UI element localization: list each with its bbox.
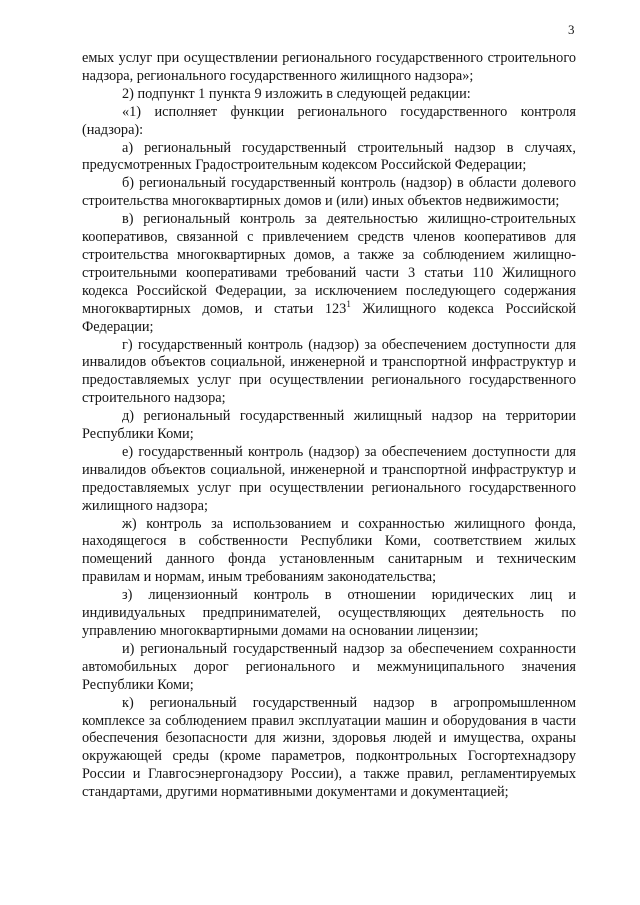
superscript-index: 1 [346, 298, 351, 309]
document-body [82, 50, 576, 802]
page-number: 3 [568, 22, 575, 37]
paragraph-subitem-b: б) региональный государственный контроль (надзор) в области долевого строительства многоквартирных домов и (или) иных объектов недвижимости; [82, 175, 576, 210]
paragraph-subitem-k: к) региональный государственный надзор в агропромышленном комплексе за соблюдением правил эксплуатации машин и оборудования в части обеспечения безопасности для жизни, здоровья людей и имущества, охраны окружающей среды (кроме параметров, подконтрольных Госгортехнадзору России и Главгосэнергонадзору России), а также правил, регламентируемых стандартами, другими нормативными документами и документацией; [82, 694, 576, 801]
paragraph-subitem-zh: ж) контроль за использованием и сохранностью жилищного фонда, находящегося в собственности Республики Коми, соответствием жилых помещений данного фонда установленным санитарным и техническим правилам и нормам, иным требованиям законодательства; [82, 515, 576, 586]
paragraph-continuation: емых услуг при осуществлении регионального государственного строительного надзора, регионального государственного жилищного надзора»; [82, 50, 576, 84]
paragraph-subitem-d: д) региональный государственный жилищный надзор на территории Республики Коми; [82, 408, 576, 443]
paragraph-subitem-i: и) региональный государственный надзор за обеспечением сохранности автомобильных дорог регионального и межмуниципального значения Республики Коми; [82, 640, 576, 693]
paragraph-subitem-a: а) региональный государственный строительный надзор в случаях, предусмотренных Градостроительным кодексом Российской Федерации; [82, 139, 576, 174]
paragraph-subitem-e: е) государственный контроль (надзор) за обеспечением доступности для инвалидов объектов социальной, инженерной и транспортной инфраструктур и предоставляемых услуг при осуществлении регионального государственного жилищного надзора; [82, 443, 576, 514]
paragraph-subitem-z: з) лицензионный контроль в отношении юридических лиц и индивидуальных предпринимателей, осуществляющих деятельность по управлению многоквартирными домами на основании лицензии; [82, 587, 576, 639]
paragraph-subitem-1: «1) исполняет функции регионального государственного контроля (надзора): [82, 103, 576, 138]
paragraph-subitem-g: г) государственный контроль (надзор) за обеспечением доступности для инвалидов объектов социальной, инженерной и транспортной инфраструктур и предоставляемых услуг при осуществлении регионального государственного строительного надзора; [82, 336, 576, 407]
paragraph-subitem-v-text: в) региональный контроль за деятельностью жилищно-строительных кооперативов, связанной с привлечением средств членов кооперативов для строительства многоквартирных домов, а также за соблюдением жилищно-строительными кооперативами требований части 3 статьи 110 Жилищного кодекса Российской Федерации, за исключением последующего содержания многоквартирных домов, и статьи 123 [82, 211, 576, 317]
paragraph-subitem-v-tail: Жилищного кодекса Российской Федерации; [82, 300, 576, 335]
paragraph-subitem-v [82, 211, 576, 336]
paragraph-item-2: 2) подпункт 1 пункта 9 изложить в следующей редакции: [122, 85, 471, 102]
